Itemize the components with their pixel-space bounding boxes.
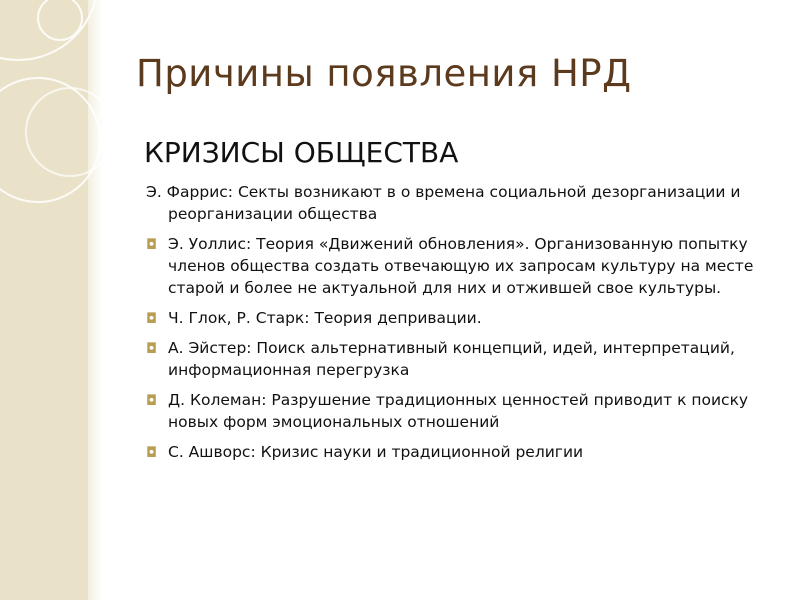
list-item-ashworth: [146, 441, 774, 463]
list-item-text: С. Ашворс: Кризис науки и традиционной религии: [168, 443, 584, 461]
section-subheading: КРИЗИСЫ ОБЩЕСТВА: [144, 136, 459, 169]
bullet-icon: ◘: [146, 311, 158, 327]
decorative-circle-small: [38, 0, 82, 40]
list-item-text: Ч. Глок, Р. Старк: Теория депривации.: [168, 309, 482, 327]
list-item-wallis: [146, 233, 774, 299]
list-item-text: А. Эйстер: Поиск альтернативный концепций, идей, интерпретаций, информационная перегрузка: [168, 339, 735, 379]
bullet-icon: ◘: [146, 393, 158, 409]
decorative-circle-large: [0, 0, 98, 60]
list-item-coleman: [146, 389, 774, 433]
content-list: [146, 181, 774, 471]
decorative-circle-lower: [26, 88, 110, 176]
bullet-icon: ◘: [146, 445, 158, 461]
decorative-circles: [0, 0, 110, 260]
list-item-text: Д. Колеман: Разрушение традиционных ценностей приводит к поиску новых форм эмоциональных отношений: [168, 391, 749, 431]
slide-title: Причины появления НРД: [136, 52, 632, 95]
list-item-text: Э. Уоллис: Теория «Движений обновления». Организованную попытку членов общества создать отвечающую их запросам культуру на месте старой и более не актуальной для них и отжившей свое культуры.: [168, 235, 754, 297]
list-item-eister: [146, 337, 774, 381]
decorative-circle-medium: [0, 78, 100, 202]
bullet-icon: ◘: [146, 237, 158, 253]
bullet-icon: ◘: [146, 341, 158, 357]
list-item-glock-stark: [146, 307, 774, 329]
list-item-farris: Э. Фаррис: Секты возникают в о времена социальной дезорганизации и реорганизации общества: [146, 183, 741, 223]
